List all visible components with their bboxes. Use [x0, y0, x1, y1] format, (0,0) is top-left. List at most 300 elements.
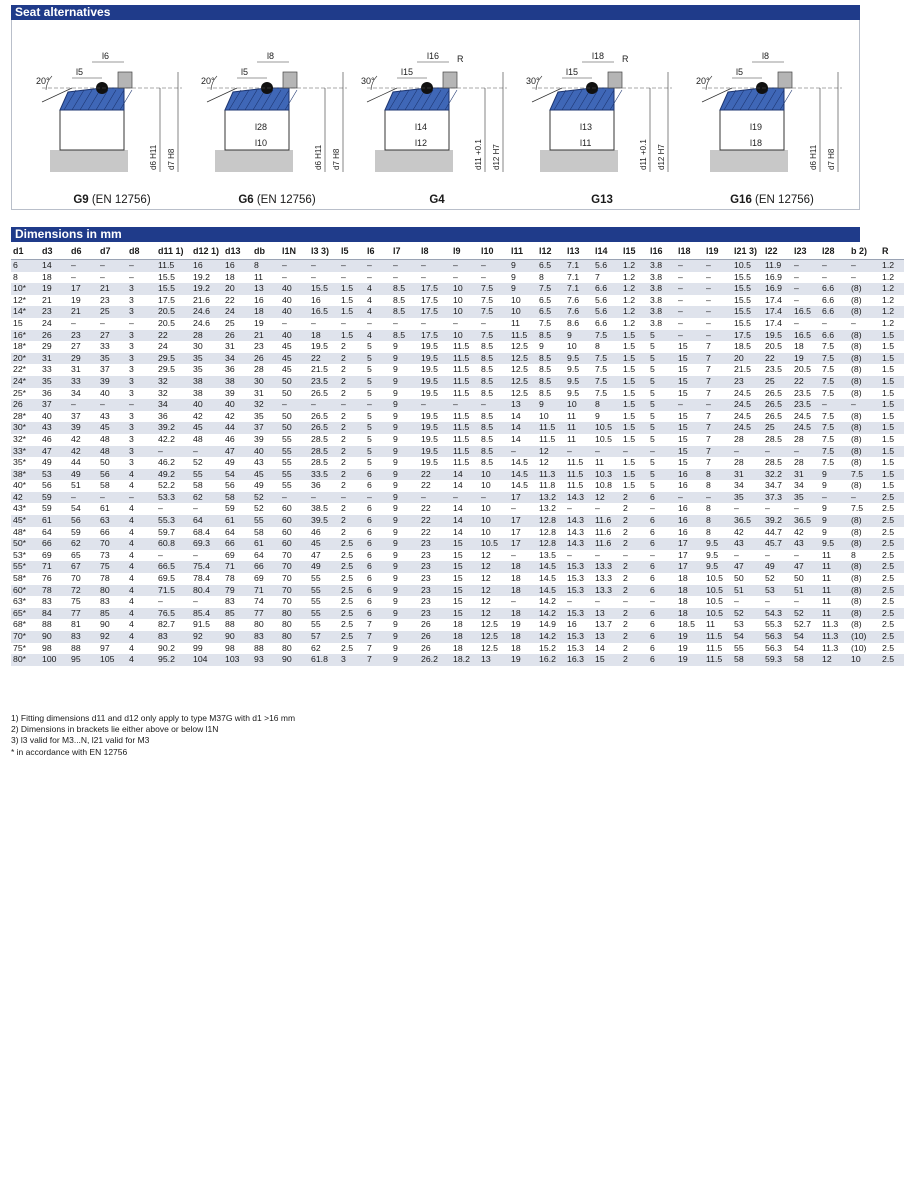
table-cell: 16.3 — [565, 654, 593, 666]
table-cell: – — [309, 399, 339, 411]
table-cell: 24 — [42, 317, 52, 328]
table-cell: (8) — [849, 561, 880, 573]
table-cell: 6 — [365, 469, 391, 481]
table-cell: 33 — [100, 341, 110, 352]
table-cell: 66 — [252, 561, 280, 573]
table-cell: 7 — [367, 619, 372, 630]
table-cell: 1.5 — [621, 469, 648, 481]
seat-alternatives-title: Seat alternatives — [15, 5, 111, 19]
table-cell: 2.5 — [882, 573, 895, 584]
table-cell: 1.5 — [882, 410, 895, 421]
table-row — [11, 573, 904, 585]
table-cell: 7 — [706, 341, 711, 352]
table-cell: 45* — [11, 515, 40, 527]
table-cell: 66.5 — [156, 561, 191, 573]
table-cell: 3 — [129, 410, 134, 421]
table-cell: 24.5 — [732, 399, 763, 411]
table-cell: 15 — [453, 573, 463, 584]
table-cell: 104 — [191, 654, 223, 666]
table-cell: 63* — [13, 596, 27, 607]
table-cell: 13.3 — [595, 573, 612, 584]
table-cell: – — [98, 260, 127, 272]
table-cell: – — [479, 492, 509, 504]
table-cell: (10) — [849, 631, 880, 643]
table-cell: 15.3 — [565, 631, 593, 643]
table-cell: – — [765, 503, 770, 514]
table-cell: 10 — [453, 294, 463, 305]
table-cell: 91.5 — [193, 619, 210, 630]
table-cell: 23 — [100, 294, 110, 305]
table-cell: 11.5 — [706, 642, 723, 653]
table-cell: – — [100, 271, 105, 282]
table-cell: 16 — [567, 619, 577, 630]
table-cell: 23.5 — [765, 364, 782, 375]
table-cell: 2 — [621, 631, 648, 643]
table-cell: 5 — [650, 387, 655, 398]
table-cell: – — [127, 492, 156, 504]
table-cell: 20* — [11, 353, 40, 365]
column-header: l18 — [676, 244, 704, 260]
table-cell: 19.5 — [419, 376, 451, 388]
column-header: l7 — [391, 244, 419, 260]
table-cell: 9 — [393, 596, 398, 607]
table-cell: 9 — [391, 515, 419, 527]
table-cell: – — [479, 260, 509, 272]
table-cell: 83 — [42, 596, 52, 607]
table-cell: 11.5 — [453, 410, 470, 421]
table-cell: – — [451, 399, 479, 411]
table-cell: 1.2 — [623, 294, 636, 305]
table-cell: 23 — [421, 573, 431, 584]
table-cell: 49.2 — [156, 469, 191, 481]
table-cell: 16 — [678, 503, 688, 514]
table-cell: 2.5 — [882, 549, 895, 560]
table-cell: 80 — [254, 619, 264, 630]
table-cell: 8.5 — [481, 387, 494, 398]
table-cell: 28.5 — [765, 457, 782, 468]
table-cell: 50* — [11, 538, 40, 550]
table-cell: 14 — [453, 503, 463, 514]
table-cell: 12 — [479, 585, 509, 597]
table-cell: 1.5 — [623, 341, 636, 352]
column-header: l23 — [792, 244, 820, 260]
table-cell: 11.5 — [565, 469, 593, 481]
table-cell: 14 — [511, 433, 521, 444]
table-cell: (8) — [851, 480, 862, 491]
table-cell: 26 — [11, 399, 40, 411]
table-cell: – — [100, 317, 105, 328]
table-cell: 55.3 — [765, 619, 782, 630]
table-cell: 1.5 — [621, 422, 648, 434]
table-cell: 14.2 — [539, 596, 556, 607]
table-cell: 8.5 — [481, 457, 494, 468]
table-row — [11, 457, 904, 469]
table-cell: 16.5 — [792, 330, 820, 342]
table-cell: 11.5 — [451, 353, 479, 365]
table-cell: 55.3 — [156, 515, 191, 527]
column-header: d7 — [98, 244, 127, 260]
table-cell: 2 — [623, 573, 628, 584]
table-cell: 9 — [393, 387, 398, 398]
table-cell: 51 — [71, 480, 81, 491]
table-cell: 31 — [71, 364, 81, 375]
table-cell: 7.5 — [537, 283, 565, 295]
table-cell: 3 — [127, 330, 156, 342]
table-cell: 24.5 — [734, 387, 751, 398]
table-cell: 9.5 — [567, 364, 580, 375]
table-cell: 100 — [40, 654, 69, 666]
table-cell: 4 — [365, 306, 391, 318]
table-cell: – — [309, 492, 339, 504]
table-cell: 9.5 — [565, 376, 593, 388]
table-cell: 9 — [393, 549, 398, 560]
table-cell: 2.5 — [880, 654, 904, 666]
table-cell: 2.5 — [880, 585, 904, 597]
table-cell: 12.5 — [511, 364, 528, 375]
table-cell: – — [71, 317, 76, 328]
table-cell: 80 — [98, 585, 127, 597]
table-cell: 59 — [71, 526, 81, 537]
table-cell: 36 — [158, 410, 168, 421]
table-cell: 18* — [13, 341, 27, 352]
table-cell: 14.5 — [511, 480, 528, 491]
table-cell: 3.8 — [650, 271, 663, 282]
table-cell: 14 — [451, 469, 479, 481]
table-cell: 42 — [794, 526, 804, 537]
table-cell: 26.5 — [765, 410, 782, 421]
table-cell: 61.8 — [309, 654, 339, 666]
table-cell: – — [676, 330, 704, 342]
seat-figure-caption — [522, 194, 682, 206]
table-cell: 16.9 — [763, 283, 792, 295]
table-cell: 11.5 — [451, 376, 479, 388]
seat-alternatives-header — [11, 5, 860, 20]
table-cell: 2 — [623, 503, 628, 514]
table-cell: 11 — [511, 317, 521, 328]
table-cell: 11.5 — [453, 387, 470, 398]
table-cell: 58 — [792, 654, 820, 666]
table-cell: 6 — [365, 538, 391, 550]
table-cell: 4 — [129, 503, 134, 514]
table-cell: 84 — [40, 608, 69, 620]
table-row — [11, 330, 904, 342]
table-cell: 49 — [69, 469, 98, 481]
inner-length-label: l14 — [415, 122, 428, 132]
lower-length-label: l12 — [415, 138, 428, 148]
table-cell: 39 — [69, 422, 98, 434]
table-cell: (10) — [851, 642, 867, 653]
table-cell: 98 — [225, 642, 235, 653]
table-cell: 3 — [339, 654, 365, 666]
table-cell: 33 — [42, 364, 52, 375]
table-cell: 11.5 — [509, 330, 537, 342]
table-cell: 12 — [481, 596, 491, 607]
table-cell: – — [511, 549, 516, 560]
table-cell: 2.5 — [882, 596, 895, 607]
table-cell: 9 — [393, 341, 398, 352]
table-cell: 5.6 — [593, 260, 621, 272]
seat-figure-g13 — [522, 32, 682, 206]
table-cell: 54 — [223, 469, 252, 481]
table-cell: 47 — [40, 446, 69, 458]
table-cell: – — [127, 260, 156, 272]
table-cell: 52.7 — [794, 619, 811, 630]
table-cell: 9 — [391, 469, 419, 481]
table-cell: – — [511, 503, 516, 514]
table-cell: 8 — [706, 480, 711, 491]
table-row — [11, 272, 904, 284]
table-cell: 6 — [367, 526, 372, 537]
table-cell: 55 — [311, 596, 321, 607]
table-cell: 8.5 — [537, 330, 565, 342]
table-cell: 7.5 — [481, 294, 494, 305]
diameter-label-a: d11 +0.1 — [474, 139, 483, 170]
table-cell: 45 — [309, 538, 339, 550]
column-header: l15 — [621, 244, 648, 260]
table-header-row — [11, 244, 904, 260]
table-cell: 5 — [650, 364, 655, 375]
table-cell: 6 — [367, 596, 372, 607]
table-cell: 5 — [365, 376, 391, 388]
table-cell: 24.5 — [732, 422, 763, 434]
table-cell: 10* — [11, 283, 40, 295]
table-cell: 15 — [451, 608, 479, 620]
column-header: l12 — [537, 244, 565, 260]
radius-label: R — [622, 54, 629, 64]
table-cell: 7 — [706, 433, 711, 444]
table-cell: 35 — [98, 353, 127, 365]
table-cell: 22 — [419, 515, 451, 527]
table-cell: 1.2 — [880, 306, 904, 318]
table-row — [11, 480, 904, 492]
table-cell: 69.3 — [191, 538, 223, 550]
table-cell: 19.5 — [419, 353, 451, 365]
table-cell: 7.5 — [479, 283, 509, 295]
table-cell: 13.2 — [537, 492, 565, 504]
table-cell: 9 — [393, 526, 398, 537]
table-cell: 75* — [13, 642, 27, 653]
table-cell: 52.2 — [158, 480, 175, 491]
table-cell: 18 — [453, 619, 463, 630]
table-cell: 7.5 — [849, 469, 880, 481]
table-cell: 88 — [254, 642, 264, 653]
table-cell: (8) — [851, 410, 862, 421]
table-cell: 2 — [623, 619, 628, 630]
table-cell: 12 — [481, 549, 491, 560]
table-cell: 12.5 — [481, 619, 498, 630]
table-row — [11, 631, 904, 643]
table-cell: 1.5 — [621, 353, 648, 365]
table-cell: 13 — [479, 654, 509, 666]
table-cell: – — [419, 260, 451, 272]
table-cell: 61 — [100, 503, 110, 514]
table-cell: 37 — [252, 422, 280, 434]
seat-figure-caption — [357, 194, 517, 206]
table-cell: – — [158, 596, 163, 607]
table-cell: 8.5 — [391, 330, 419, 342]
diameter-label-b: d12 H7 — [492, 144, 501, 170]
column-header: d3 — [40, 244, 69, 260]
table-cell: 40 — [100, 387, 110, 398]
table-cell: 9 — [391, 376, 419, 388]
table-cell: 60 — [280, 538, 309, 550]
table-cell: 78 — [40, 585, 69, 597]
table-cell: 2.5 — [882, 619, 895, 630]
table-cell: – — [734, 549, 739, 560]
table-cell: 55 — [280, 446, 309, 458]
table-cell: 28 — [191, 330, 223, 342]
table-row — [11, 422, 904, 434]
table-cell: 75.4 — [191, 561, 223, 573]
table-cell: 19.5 — [419, 446, 451, 458]
table-cell: 2 — [621, 608, 648, 620]
table-cell: 23 — [419, 585, 451, 597]
table-cell: 46 — [311, 526, 321, 537]
table-cell: 18.5 — [678, 619, 695, 630]
table-cell: 28 — [794, 457, 804, 468]
table-cell: 2.5 — [882, 526, 895, 537]
table-cell: 10.5 — [706, 596, 723, 607]
table-cell: 34 — [734, 480, 744, 491]
side-length-label: l15 — [566, 67, 579, 77]
table-cell: 7 — [704, 353, 732, 365]
table-cell: 21.5 — [734, 364, 751, 375]
seat-figure-g9 — [32, 32, 192, 206]
table-cell: 36.5 — [792, 515, 820, 527]
table-cell: 9 — [393, 480, 398, 491]
diameter-label-b: d12 H7 — [657, 144, 666, 170]
table-cell: 34 — [156, 399, 191, 411]
table-cell: 34 — [71, 387, 81, 398]
table-cell: 39.2 — [156, 422, 191, 434]
table-cell: 70 — [282, 573, 292, 584]
table-cell: 55 — [309, 608, 339, 620]
table-cell: 17.4 — [763, 306, 792, 318]
table-cell: 33 — [69, 376, 98, 388]
table-cell: 26.5 — [765, 387, 782, 398]
table-cell: 55 — [252, 515, 280, 527]
table-cell: 7 — [595, 271, 600, 282]
table-cell: 8 — [851, 549, 856, 560]
table-cell: 23 — [419, 561, 451, 573]
table-cell: – — [704, 399, 732, 411]
column-header: l14 — [593, 244, 621, 260]
table-cell: 52 — [765, 573, 775, 584]
table-cell: 11.5 — [537, 422, 565, 434]
table-cell: 2 — [341, 433, 346, 444]
table-cell: 2 — [621, 515, 648, 527]
table-cell: (8) — [849, 330, 880, 342]
table-row — [11, 353, 904, 365]
table-cell: 97 — [100, 642, 110, 653]
table-cell: – — [365, 492, 391, 504]
table-cell: – — [191, 446, 223, 458]
table-cell: – — [765, 549, 770, 560]
table-cell: 16.2 — [537, 654, 565, 666]
table-cell: 9 — [391, 399, 419, 411]
table-cell: 28.5 — [311, 433, 328, 444]
table-cell: 6 — [365, 585, 391, 597]
table-cell: 1.5 — [882, 457, 895, 468]
table-cell: 9 — [822, 503, 827, 514]
table-cell: – — [794, 317, 799, 328]
table-row — [11, 434, 904, 446]
table-cell: 13.3 — [593, 561, 621, 573]
table-cell: 49 — [309, 561, 339, 573]
table-cell: 33* — [11, 446, 40, 458]
table-cell: 12.8 — [537, 515, 565, 527]
table-cell: – — [311, 271, 316, 282]
table-cell: 2 — [621, 654, 648, 666]
table-cell: (8) — [849, 585, 880, 597]
table-cell: 5 — [367, 387, 372, 398]
table-cell: 43 — [100, 410, 110, 421]
table-cell: 8.5 — [479, 446, 509, 458]
table-cell: – — [451, 492, 479, 504]
table-cell: 2.5 — [880, 561, 904, 573]
table-cell: 12 — [537, 446, 565, 458]
table-cell: 11.5 — [539, 433, 556, 444]
table-cell: 65 — [71, 549, 81, 560]
table-cell: 70* — [11, 631, 40, 643]
table-cell: 75 — [71, 596, 81, 607]
table-cell: 11 — [706, 619, 716, 630]
table-cell: (8) — [849, 608, 880, 620]
table-cell: 76 — [42, 573, 52, 584]
table-cell: 45 — [282, 341, 292, 352]
table-cell: – — [706, 271, 711, 282]
table-cell: 15 — [451, 585, 479, 597]
table-cell: 28* — [13, 410, 27, 421]
table-cell: 1.2 — [880, 260, 904, 272]
table-cell: 4 — [127, 631, 156, 643]
table-cell: – — [453, 271, 458, 282]
table-cell: 1.5 — [623, 457, 636, 468]
table-cell: 12.8 — [537, 538, 565, 550]
table-cell: 53* — [13, 549, 27, 560]
table-cell: 66 — [223, 538, 252, 550]
table-cell: 19 — [678, 642, 688, 653]
table-cell: 90 — [40, 631, 69, 643]
side-length-label: l5 — [736, 67, 744, 77]
table-cell: 45 — [280, 353, 309, 365]
table-cell: – — [127, 399, 156, 411]
table-cell: 22 — [421, 503, 431, 514]
table-cell: 9 — [511, 271, 516, 282]
table-cell: 7 — [704, 376, 732, 388]
table-cell: 34 — [794, 480, 804, 491]
table-cell: 16.9 — [765, 271, 782, 282]
table-cell: 80* — [11, 654, 40, 666]
table-cell: 54 — [71, 503, 81, 514]
table-cell: 2.5 — [339, 608, 365, 620]
table-cell: 6.5 — [537, 306, 565, 318]
table-cell: 5 — [648, 469, 676, 481]
table-cell: – — [309, 260, 339, 272]
table-cell: 11.5 — [451, 422, 479, 434]
table-cell: – — [311, 317, 316, 328]
table-cell: 11.3 — [820, 631, 849, 643]
table-cell: 1.5 — [623, 480, 636, 491]
table-cell: (8) — [851, 364, 862, 375]
table-cell: 18 — [678, 573, 688, 584]
table-cell: – — [822, 317, 827, 328]
table-cell: – — [453, 317, 458, 328]
table-cell: 1.5 — [623, 387, 636, 398]
table-cell: 2 — [341, 341, 346, 352]
table-cell: 1.5 — [339, 330, 365, 342]
table-cell: 83 — [156, 631, 191, 643]
